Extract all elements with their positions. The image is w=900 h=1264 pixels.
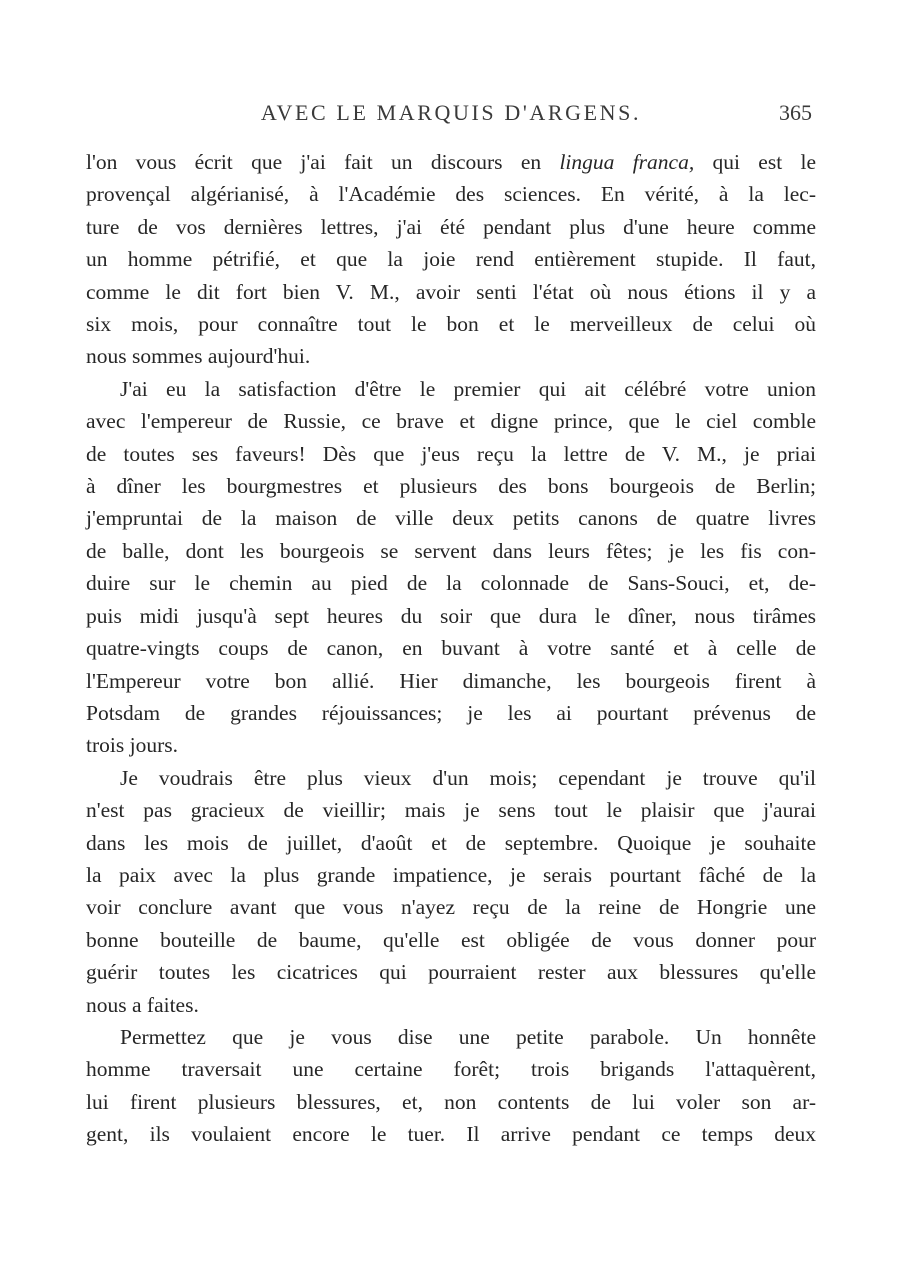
text-line: avec l'empereur de Russie, ce brave et digne prince, que le ciel comble bbox=[86, 409, 816, 434]
text-line: nous a faites. bbox=[86, 992, 199, 1017]
text-line: j'empruntai de la maison de ville deux petits canons de quatre livres bbox=[86, 506, 816, 531]
paragraph bbox=[86, 1021, 816, 1151]
text-line: nous sommes aujourd'hui. bbox=[86, 344, 311, 369]
text-line: n'est pas gracieux de vieillir; mais je sens tout le plaisir que j'aurai bbox=[86, 798, 816, 823]
text-line: Je voudrais être plus vieux d'un mois; cependant je trouve qu'il bbox=[120, 765, 816, 790]
text-line: voir conclure avant que vous n'ayez reçu de la reine de Hongrie une bbox=[86, 895, 816, 920]
text-line: lui firent plusieurs blessures, et, non contents de lui voler son ar- bbox=[86, 1089, 816, 1114]
text-line: Potsdam de grandes réjouissances; je les ai pourtant prévenus de bbox=[86, 700, 816, 725]
text-line: gent, ils voulaient encore le tuer. Il arrive pendant ce temps deux bbox=[86, 1122, 816, 1147]
text-line: guérir toutes les cicatrices qui pourraient rester aux blessures qu'elle bbox=[86, 960, 816, 985]
running-head bbox=[86, 100, 816, 134]
body-text bbox=[86, 146, 816, 1151]
text-line: un homme pétrifié, et que la joie rend entièrement stupide. Il faut, bbox=[86, 247, 816, 272]
page-number: 365 bbox=[779, 100, 812, 125]
text-line: ture de vos dernières lettres, j'ai été pendant plus d'une heure comme bbox=[86, 214, 816, 239]
text-line: l'on vous écrit que j'ai fait un discours en lingua franca, qui est le bbox=[86, 150, 816, 174]
text-line: bonne bouteille de baume, qu'elle est obligée de vous donner pour bbox=[86, 927, 816, 952]
text-line: six mois, pour connaître tout le bon et le merveilleux de celui où bbox=[86, 312, 816, 337]
text-line: comme le dit fort bien V. M., avoir senti l'état où nous étions il y a bbox=[86, 279, 816, 304]
text-line: homme traversait une certaine forêt; trois brigands l'attaquèrent, bbox=[86, 1057, 816, 1082]
text-line: à dîner les bourgmestres et plusieurs des bons bourgeois de Berlin; bbox=[86, 474, 816, 499]
paragraph bbox=[86, 146, 816, 373]
text-line: duire sur le chemin au pied de la colonnade de Sans-Souci, et, de- bbox=[86, 571, 816, 596]
text-line: puis midi jusqu'à sept heures du soir que dura le dîner, nous tirâmes bbox=[86, 603, 816, 628]
text-line: trois jours. bbox=[86, 733, 178, 758]
text-line: l'Empereur votre bon allié. Hier dimanche, les bourgeois firent à bbox=[86, 668, 816, 693]
running-title: AVEC LE MARQUIS D'ARGENS. bbox=[260, 100, 642, 125]
text-line: quatre-vingts coups de canon, en buvant à votre santé et à celle de bbox=[86, 636, 816, 661]
text-line: Permettez que je vous dise une petite parabole. Un honnête bbox=[120, 1024, 816, 1049]
text-line: la paix avec la plus grande impatience, je serais pourtant fâché de la bbox=[86, 862, 816, 887]
text-line: J'ai eu la satisfaction d'être le premier qui ait célébré votre union bbox=[120, 376, 816, 401]
text-line: provençal algérianisé, à l'Académie des sciences. En vérité, à la lec- bbox=[86, 182, 816, 207]
paragraph bbox=[86, 373, 816, 762]
text-line: de toutes ses faveurs! Dès que j'eus reçu la lettre de V. M., je priai bbox=[86, 441, 816, 466]
paragraph bbox=[86, 762, 816, 1021]
italic-phrase: lingua franca, bbox=[559, 150, 695, 174]
text-line: dans les mois de juillet, d'août et de septembre. Quoique je souhaite bbox=[86, 830, 816, 855]
text-line: de balle, dont les bourgeois se servent dans leurs fêtes; je les fis con- bbox=[86, 538, 816, 563]
